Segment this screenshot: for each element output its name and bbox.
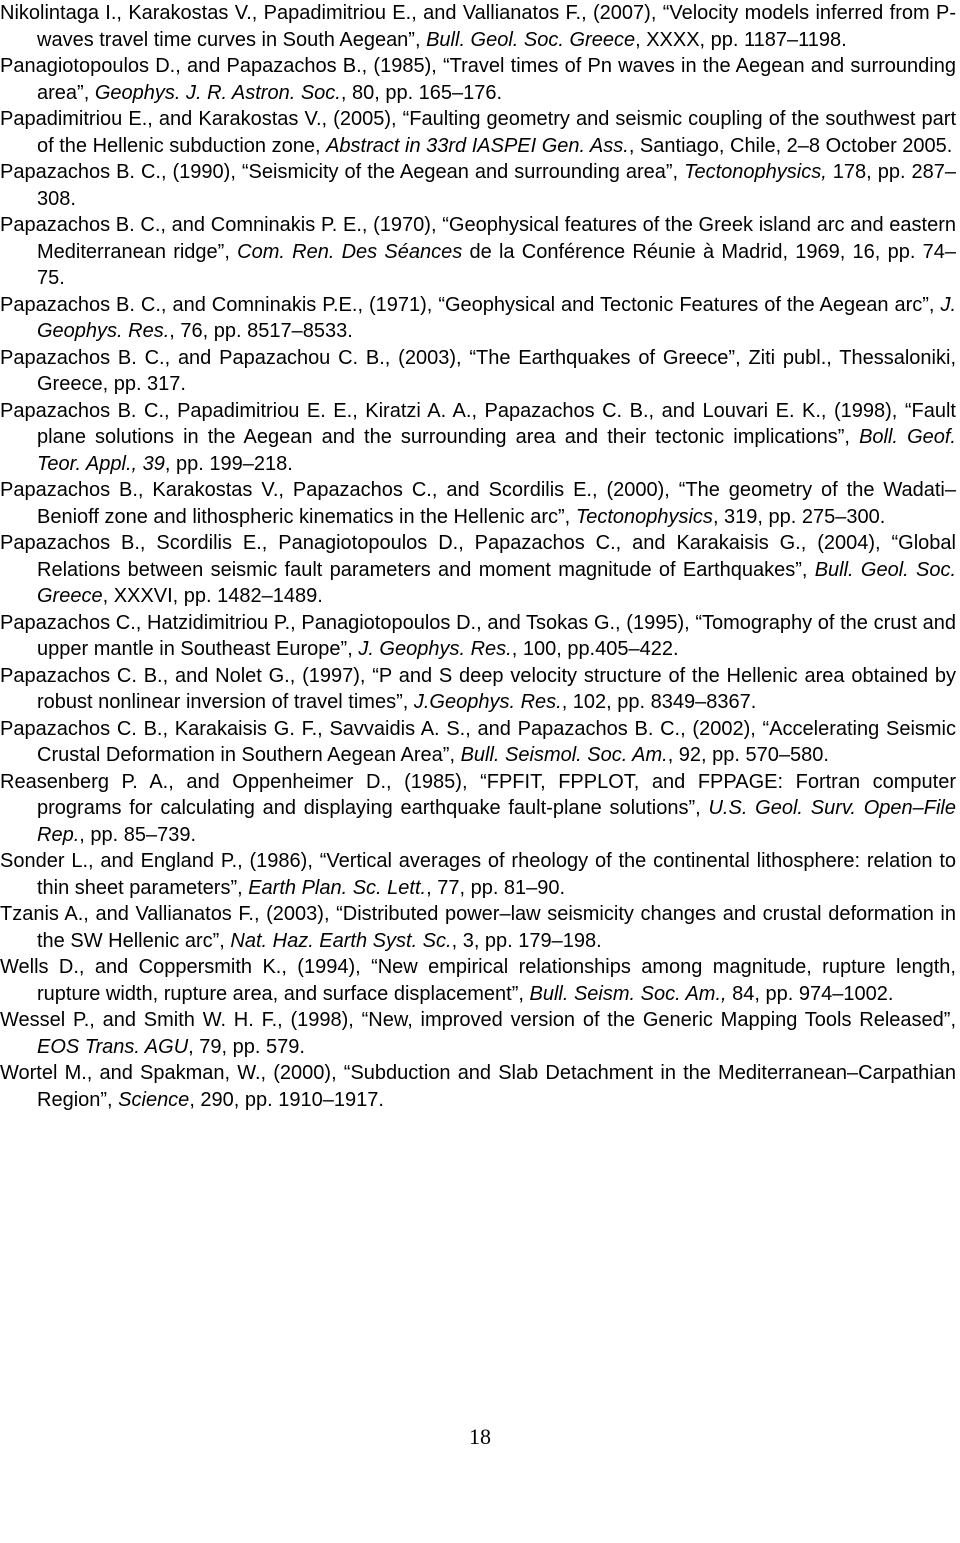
reference-entry: [0, 345, 956, 398]
reference-italic-segment: Bull. Geol. Soc. Greece: [37, 558, 957, 607]
reference-text-segment: , 92, pp. 570–580.: [667, 744, 829, 766]
reference-entry: [0, 610, 956, 663]
reference-entry: [0, 954, 956, 1007]
reference-entry: [0, 1007, 956, 1060]
reference-text-segment: Papazachos C. B., Karakaisis G. F., Savvaidis A. S., and Papazachos B. C., (2002), “Accelerating Seismic Crustal Deformation in Southern Aegean Area”,: [0, 717, 956, 766]
reference-text-segment: Wessel P., and Smith W. H. F., (1998), “New, improved version of the Generic Mapping Tools Released”,: [0, 1009, 956, 1031]
reference-entry: [0, 159, 956, 212]
reference-text-segment: , pp. 85–739.: [79, 823, 197, 846]
reference-text-segment: , 319, pp. 275–300.: [712, 505, 886, 528]
reference-entry: [0, 769, 956, 849]
reference-italic-segment: Com. Ren. Des Séances: [237, 240, 463, 263]
reference-italic-segment: Nat. Haz. Earth Syst. Sc.: [230, 929, 452, 952]
reference-text-segment: Papazachos B. C., (1990), “Seismicity of the Aegean and surrounding area”,: [0, 161, 685, 183]
reference-text-segment: Papazachos B. C., and Papazachou C. B., (2003), “The Earthquakes of Greece”, Ziti publ., Thessaloniki, Greece, pp. 317.: [0, 346, 956, 395]
reference-text-segment: , Santiago, Chile, 2–8 October 2005.: [628, 134, 953, 157]
reference-italic-segment: Bull. Geol. Soc. Greece: [426, 28, 636, 51]
reference-text-segment: , XXXX, pp. 1187–1198.: [635, 28, 847, 51]
reference-text-segment: 84, pp. 974–1002.: [726, 982, 894, 1005]
reference-entry: [0, 477, 956, 530]
reference-text-segment: , 80, pp. 165–176.: [340, 81, 503, 104]
reference-entry: [0, 292, 956, 345]
reference-italic-segment: Geophys. J. R. Astron. Soc.: [94, 81, 341, 104]
reference-text-segment: , 102, pp. 8349–8367.: [561, 691, 757, 713]
reference-text-segment: Papazachos B., Scordilis E., Panagiotopoulos D., Papazachos C., and Karakaisis G., (2004), “Global Relations between seismic fault parameters and moment magnitude of Earthquakes”,: [0, 532, 956, 581]
reference-text-segment: Papadimitriou E., and Karakostas V., (2005), “Faulting geometry and seismic coupling of the southwest part of the Hellenic subduction zone,: [0, 108, 956, 157]
reference-italic-segment: Abstract in 33rd IASPEI Gen. Ass.: [326, 134, 629, 157]
reference-text-segment: Tzanis A., and Vallianatos F., (2003), “Distributed power–law seismicity changes and crustal deformation in the SW Hellenic arc”,: [0, 903, 956, 952]
reference-italic-segment: J. Geophys. Res.: [358, 638, 512, 660]
reference-text-segment: Wortel M., and Spakman, W., (2000), “Subduction and Slab Detachment in the Mediterranean–Carpathian Region”,: [0, 1062, 956, 1111]
reference-text-segment: Reasenberg P. A., and Oppenheimer D., (1985), “FPFIT, FPPLOT, and FPPAGE: Fortran computer programs for calculating and displaying earthquake fault-plane solutions”,: [0, 770, 956, 819]
reference-text-segment: , 100, pp.405–422.: [511, 638, 679, 660]
reference-text-segment: Papazachos C., Hatzidimitriou P., Panagiotopoulos D., and Tsokas G., (1995), “Tomography of the crust and upper mantle in Southeast Europe”,: [0, 611, 956, 660]
reference-entry: [0, 848, 956, 901]
reference-text-segment: 178, pp. 287–308.: [37, 161, 956, 210]
reference-entry: [0, 530, 956, 610]
reference-entry: [0, 1060, 956, 1113]
reference-text-segment: Nikolintaga I., Karakostas V., Papadimitriou E., and Vallianatos F., (2007), “Velocity models inferred from P-waves travel time curves in South Aegean”,: [0, 2, 956, 51]
reference-italic-segment: Bull. Seism. Soc. Am.,: [529, 982, 727, 1005]
reference-text-segment: Papazachos B. C., and Comninakis P.E., (1971), “Geophysical and Tectonic Features of the Aegean arc”,: [0, 293, 941, 316]
reference-text-segment: Papazachos B., Karakostas V., Papazachos C., and Scordilis E., (2000), “The geometry of the Wadati–Benioff zone and lithospheric kinematics in the Hellenic arc”,: [0, 479, 956, 528]
reference-italic-segment: Bull. Seismol. Soc. Am.: [460, 744, 668, 766]
reference-entry: [0, 212, 956, 292]
reference-entry: [0, 106, 956, 159]
reference-italic-segment: J.Geophys. Res.: [413, 691, 562, 713]
reference-text-segment: Panagiotopoulos D., and Papazachos B., (1985), “Travel times of Pn waves in the Aegean and surrounding area”,: [0, 55, 956, 104]
reference-text-segment: , 79, pp. 579.: [188, 1035, 305, 1058]
reference-text-segment: , 76, pp. 8517–8533.: [169, 320, 353, 342]
reference-italic-segment: Boll. Geof. Teor. Appl., 39: [37, 426, 956, 475]
reference-italic-segment: Science: [118, 1088, 190, 1111]
reference-text-segment: Papazachos C. B., and Nolet G., (1997), “P and S deep velocity structure of the Hellenic area obtained by robust nonlinear inversion of travel times”,: [0, 664, 956, 713]
reference-text-segment: Wells D., and Coppersmith K., (1994), “New empirical relationships among magnitude, rupture length, rupture width, rupture area, and surface displacement”,: [0, 956, 956, 1005]
page-number: 18: [469, 1424, 491, 1449]
reference-italic-segment: U.S. Geol. Surv. Open–File Rep.: [37, 797, 956, 846]
reference-italic-segment: Earth Plan. Sc. Lett.: [248, 876, 427, 899]
reference-italic-segment: Tectonophysics: [575, 505, 713, 528]
reference-entry: [0, 901, 956, 954]
reference-entry: [0, 53, 956, 106]
reference-text-segment: , XXXVI, pp. 1482–1489.: [102, 585, 323, 607]
reference-italic-segment: J. Geophys. Res.: [37, 293, 956, 342]
reference-entry: [0, 663, 956, 716]
reference-text-segment: de la Conférence Réunie à Madrid, 1969, 16, pp. 74–75.: [37, 240, 956, 289]
reference-text-segment: , 77, pp. 81–90.: [426, 876, 566, 899]
reference-text-segment: Papazachos B. C., and Comninakis P. E., (1970), “Geophysical features of the Greek island arc and eastern Mediterranean ridge”,: [0, 214, 956, 263]
reference-text-segment: , 3, pp. 179–198.: [451, 929, 602, 952]
reference-text-segment: Sonder L., and England P., (1986), “Vertical averages of rheology of the continental lithosphere: relation to thin sheet parameters”,: [0, 850, 956, 899]
reference-italic-segment: Tectonophysics,: [684, 161, 827, 183]
reference-text-segment: , 290, pp. 1910–1917.: [189, 1088, 384, 1111]
reference-text-segment: Papazachos B. C., Papadimitriou E. E., Kiratzi A. A., Papazachos C. B., and Louvari E. K., (1998), “Fault plane solutions in the Aegean and the surrounding area and their tectonic implications”,: [0, 399, 956, 448]
reference-entry: [0, 716, 956, 769]
reference-entry: [0, 0, 956, 53]
reference-text-segment: , pp. 199–218.: [164, 452, 293, 475]
reference-italic-segment: EOS Trans. AGU: [37, 1035, 189, 1058]
reference-entry: [0, 398, 956, 478]
